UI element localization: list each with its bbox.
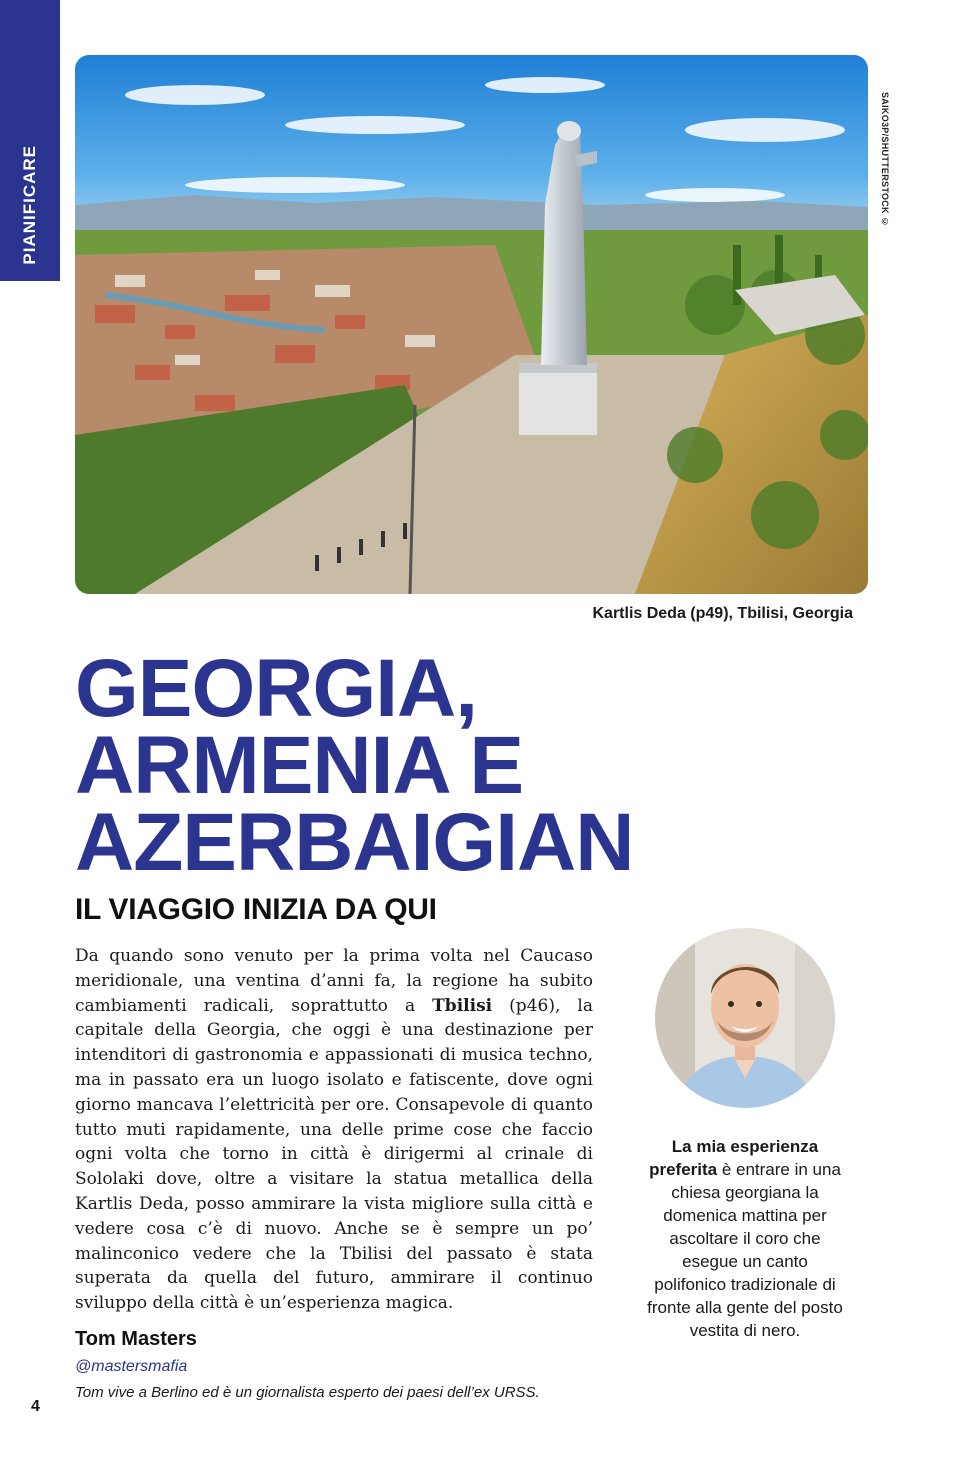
intro-text-continued: (p46), la capitale della Georgia, che oggi è una destinazione per intenditori di gastronomia e appassionati di musica techno, ma in passato era un luogo isolato e fatiscente, dove ogni giorno mancava l’elettricità per ore. Consapevole di quanto tutto muti rapidamente, una delle prime cose che faccio ogni volta che torno in città è dirigermi al crinale di Sololaki dove, oltre a visitare la statua metallica della Kartlis Deda, posso ammirare la vista migliore sulla città e vedere cosa c’è di nuovo. Anche se è sempre un po’ malinconico vedere che la Tbilisi del passato è stata superata da quella del futuro, ammirare il continuo sviluppo della città è un’esperienza magica.: [75, 995, 593, 1314]
intro-text: Da quando sono venuto per la prima volta nel Caucaso meridionale, una ventina d’anni fa, la regione ha subito cambiamenti radicali, soprattutto a: [75, 946, 593, 1016]
page-number: 4: [31, 1398, 40, 1415]
photo-credit: SAIKO3P/SHUTTERSTOCK ©: [880, 92, 890, 227]
page-subtitle: IL VIAGGIO INIZIA DA QUI: [75, 893, 437, 926]
hero-photo: [75, 55, 868, 594]
intro-bold-place: Tbilisi: [432, 995, 493, 1016]
author-handle[interactable]: @mastersmafia: [75, 1358, 188, 1375]
title-line: AZERBAIGIAN: [75, 797, 634, 888]
favorite-heading: La mia esperienza preferita: [649, 1137, 819, 1179]
intro-paragraph: [75, 944, 593, 1316]
favorite-text: è entrare in una chiesa georgiana la domenica mattina per ascoltare il coro che esegue un canto polifonico tradizionale di fronte alla gente del posto vestita di nero.: [647, 1160, 843, 1340]
section-tab-label: PIANIFICARE: [20, 145, 39, 265]
photo-caption: Kartlis Deda (p49), Tbilisi, Georgia: [592, 605, 853, 622]
title-line: GEORGIA,: [75, 643, 478, 734]
author-name: Tom Masters: [75, 1328, 197, 1350]
author-portrait: [655, 928, 835, 1108]
title-line: ARMENIA E: [75, 720, 524, 811]
author-bio: Tom vive a Berlino ed è un giornalista esperto dei paesi dell’ex URSS.: [75, 1384, 540, 1401]
page-title: [75, 643, 634, 888]
section-tab: [0, 0, 60, 281]
favorite-experience: [645, 1135, 845, 1342]
